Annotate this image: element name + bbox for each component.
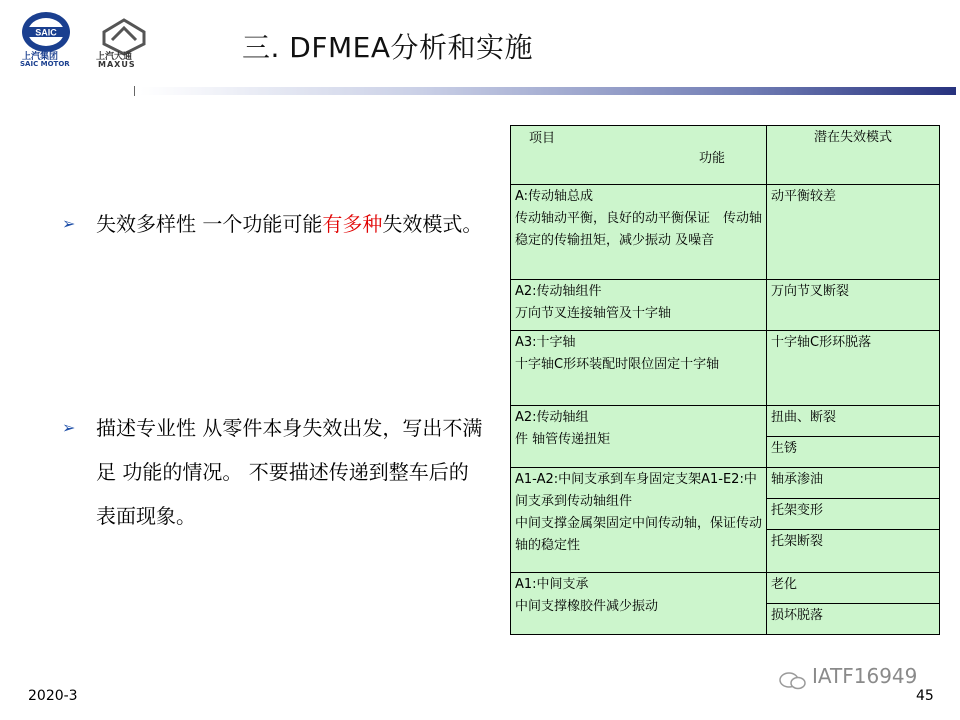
header-divider <box>134 86 135 96</box>
footer-date: 2020-3 <box>28 688 78 704</box>
bullet-text: 描述专业性 从零件本身失效出发，写出不满足 功能的情况。 不要描述传递到整车后的表面现象。 <box>96 416 483 528</box>
wechat-icon <box>778 670 808 692</box>
page-title: 三. DFMEA分析和实施 <box>242 31 533 64</box>
failure-mode-cell: 托架变形 <box>767 499 940 530</box>
header-item-function <box>511 126 767 185</box>
watermark-text: IATF16949 <box>812 664 918 688</box>
failure-mode-cell: 扭曲、断裂 <box>767 406 940 437</box>
saic-cn-name: 上汽集团 <box>22 52 59 62</box>
maxus-en-name: MAXUS <box>98 60 136 69</box>
saic-en-name: SAIC MOTOR <box>20 60 70 68</box>
maxus-cn-name: 上汽大通 <box>96 52 133 62</box>
table-row <box>511 331 940 406</box>
dfmea-table <box>510 125 940 635</box>
failure-mode-cell: 生锈 <box>767 437 940 468</box>
table-row <box>511 280 940 331</box>
failure-mode-cell: 万向节叉断裂 <box>767 280 940 331</box>
table-row <box>511 468 940 499</box>
saic-logo-text: SAIC <box>35 27 57 38</box>
header-function: 功能 <box>699 151 726 166</box>
item-cell: A:传动轴总成 传动轴动平衡，良好的动平衡保证 传动轴稳定的传输扭矩，减少振动 及噪音 <box>511 185 767 280</box>
header-gradient-bar <box>140 87 956 95</box>
bullet-arrow-icon: ➢ <box>62 418 76 437</box>
table-header-row <box>511 126 940 185</box>
table-row <box>511 406 940 437</box>
highlight-text: 有多种 <box>322 212 383 236</box>
table-row <box>511 573 940 604</box>
item-cell: A2:传动轴组件 万向节叉连接轴管及十字轴 <box>511 280 767 331</box>
table-row <box>511 185 940 280</box>
failure-mode-cell: 轴承渗油 <box>767 468 940 499</box>
item-cell: A3:十字轴 十字轴C形环装配时限位固定十字轴 <box>511 331 767 406</box>
failure-mode-cell: 损坏脱落 <box>767 604 940 635</box>
bullet-arrow-icon: ➢ <box>62 214 76 233</box>
item-cell: A1:中间支承 中间支撑橡胶件减少振动 <box>511 573 767 635</box>
item-cell: A1-A2:中间支承到车身固定支架A1-E2:中间支承到传动轴组件 中间支撑金属架固定中间传动轴，保证传动轴的稳定性 <box>511 468 767 573</box>
failure-mode-cell: 老化 <box>767 573 940 604</box>
header-item: 项目 <box>529 131 556 146</box>
item-cell: A2:传动轴组 件 轴管传递扭矩 <box>511 406 767 468</box>
failure-mode-cell: 托架断裂 <box>767 530 940 573</box>
page-number: 45 <box>916 688 934 704</box>
header-failure-mode: 潜在失效模式 <box>767 126 940 185</box>
bullet-text: 失效多样性 一个功能可能有多种失效模式。 <box>96 212 483 236</box>
failure-mode-cell: 动平衡较差 <box>767 185 940 280</box>
failure-mode-cell: 十字轴C形环脱落 <box>767 331 940 406</box>
